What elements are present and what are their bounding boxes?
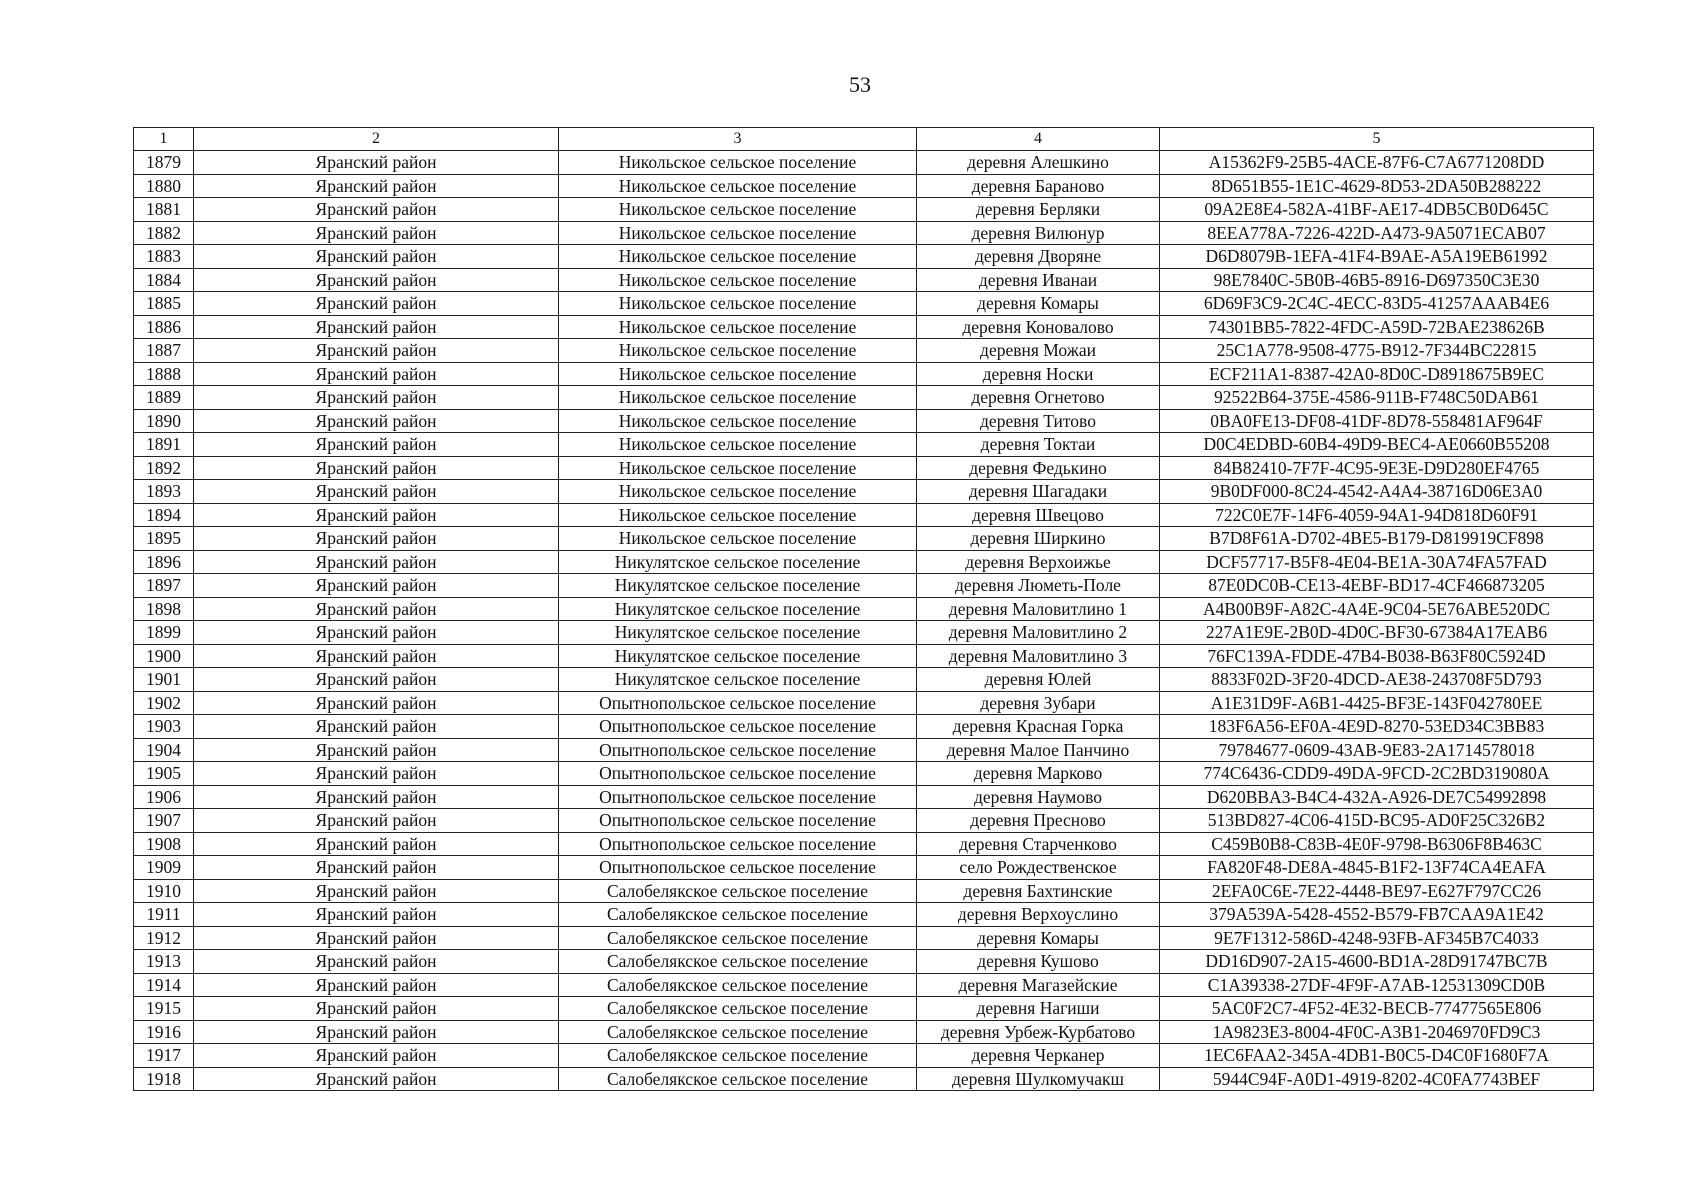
settlement-cell: Опытнопольское сельское поселение [559, 832, 917, 856]
district-cell: Яранский район [194, 762, 559, 786]
table-row [134, 715, 1594, 739]
settlement-cell: Никольское сельское поселение [559, 503, 917, 527]
table-row [134, 550, 1594, 574]
guid-cell: D6D8079B-1EFA-41F4-B9AE-A5A19EB61992 [1160, 245, 1594, 269]
row-number-cell: 1885 [134, 292, 194, 316]
district-cell: Яранский район [194, 315, 559, 339]
row-number-cell: 1900 [134, 644, 194, 668]
locality-cell: деревня Токтаи [917, 433, 1160, 457]
page-number: 53 [849, 72, 871, 97]
settlement-cell: Никулятское сельское поселение [559, 550, 917, 574]
row-number-cell: 1894 [134, 503, 194, 527]
locality-cell: деревня Маловитлино 3 [917, 644, 1160, 668]
header-cell-1: 1 [134, 128, 194, 151]
district-cell: Яранский район [194, 1020, 559, 1044]
table-row [134, 926, 1594, 950]
settlement-cell: Никольское сельское поселение [559, 386, 917, 410]
locality-cell: деревня Пресново [917, 809, 1160, 833]
district-cell: Яранский район [194, 456, 559, 480]
guid-cell: 722C0E7F-14F6-4059-94A1-94D818D60F91 [1160, 503, 1594, 527]
table-row [134, 292, 1594, 316]
table-row [134, 245, 1594, 269]
table-header [134, 128, 1594, 151]
locality-cell: деревня Берляки [917, 198, 1160, 222]
header-cell-5: 5 [1160, 128, 1594, 151]
guid-cell: FA820F48-DE8A-4845-B1F2-13F74CA4EAFA [1160, 856, 1594, 880]
locality-cell: деревня Федькино [917, 456, 1160, 480]
row-number-cell: 1916 [134, 1020, 194, 1044]
row-number-cell: 1905 [134, 762, 194, 786]
settlement-cell: Салобелякское сельское поселение [559, 950, 917, 974]
table-row [134, 433, 1594, 457]
settlement-cell: Опытнопольское сельское поселение [559, 715, 917, 739]
settlement-cell: Никольское сельское поселение [559, 362, 917, 386]
row-number-cell: 1913 [134, 950, 194, 974]
locality-cell: деревня Малое Панчино [917, 738, 1160, 762]
table-row [134, 691, 1594, 715]
table-row [134, 174, 1594, 198]
settlement-cell: Никулятское сельское поселение [559, 668, 917, 692]
locality-cell: деревня Шагадаки [917, 480, 1160, 504]
table-row [134, 950, 1594, 974]
guid-cell: 98E7840C-5B0B-46B5-8916-D697350C3E30 [1160, 268, 1594, 292]
district-cell: Яранский район [194, 268, 559, 292]
table-row [134, 1020, 1594, 1044]
table-row [134, 621, 1594, 645]
district-cell: Яранский район [194, 879, 559, 903]
locality-cell: деревня Алешкино [917, 151, 1160, 175]
settlement-cell: Никулятское сельское поселение [559, 621, 917, 645]
table-row [134, 1044, 1594, 1068]
settlement-cell: Никольское сельское поселение [559, 480, 917, 504]
locality-cell: деревня Марково [917, 762, 1160, 786]
district-cell: Яранский район [194, 174, 559, 198]
row-number-cell: 1897 [134, 574, 194, 598]
guid-cell: 9E7F1312-586D-4248-93FB-AF345B7C4033 [1160, 926, 1594, 950]
district-cell: Яранский район [194, 950, 559, 974]
table-row [134, 832, 1594, 856]
district-cell: Яранский район [194, 221, 559, 245]
table-row [134, 362, 1594, 386]
settlement-cell: Опытнопольское сельское поселение [559, 762, 917, 786]
table-row [134, 668, 1594, 692]
table-row [134, 480, 1594, 504]
district-cell: Яранский район [194, 973, 559, 997]
guid-cell: 8EEA778A-7226-422D-A473-9A5071ECAB07 [1160, 221, 1594, 245]
locality-cell: деревня Люметь-Поле [917, 574, 1160, 598]
table-row [134, 386, 1594, 410]
table-row [134, 268, 1594, 292]
locality-cell: деревня Дворяне [917, 245, 1160, 269]
settlement-cell: Опытнопольское сельское поселение [559, 809, 917, 833]
row-number-cell: 1879 [134, 151, 194, 175]
row-number-cell: 1888 [134, 362, 194, 386]
table-row [134, 879, 1594, 903]
district-cell: Яранский район [194, 409, 559, 433]
row-number-cell: 1880 [134, 174, 194, 198]
locality-cell: деревня Швецово [917, 503, 1160, 527]
table-row [134, 856, 1594, 880]
settlement-cell: Никольское сельское поселение [559, 433, 917, 457]
locality-cell: деревня Вилюнур [917, 221, 1160, 245]
locality-cell: деревня Наумово [917, 785, 1160, 809]
settlement-cell: Салобелякское сельское поселение [559, 1044, 917, 1068]
settlement-cell: Никулятское сельское поселение [559, 597, 917, 621]
guid-cell: DD16D907-2A15-4600-BD1A-28D91747BC7B [1160, 950, 1594, 974]
guid-cell: B7D8F61A-D702-4BE5-B179-D819919CF898 [1160, 527, 1594, 551]
settlement-cell: Опытнопольское сельское поселение [559, 691, 917, 715]
guid-cell: 92522B64-375E-4586-911B-F748C50DAB61 [1160, 386, 1594, 410]
guid-cell: 2EFA0C6E-7E22-4448-BE97-E627F797CC26 [1160, 879, 1594, 903]
row-number-cell: 1883 [134, 245, 194, 269]
locality-cell: деревня Зубари [917, 691, 1160, 715]
table-row [134, 456, 1594, 480]
settlement-cell: Салобелякское сельское поселение [559, 903, 917, 927]
settlement-cell: Салобелякское сельское поселение [559, 1020, 917, 1044]
table-row [134, 1067, 1594, 1091]
table-row [134, 738, 1594, 762]
table-row [134, 527, 1594, 551]
district-cell: Яранский район [194, 503, 559, 527]
row-number-cell: 1893 [134, 480, 194, 504]
district-cell: Яранский район [194, 550, 559, 574]
guid-cell: 1A9823E3-8004-4F0C-A3B1-2046970FD9C3 [1160, 1020, 1594, 1044]
table-row [134, 644, 1594, 668]
settlement-cell: Никольское сельское поселение [559, 315, 917, 339]
locality-cell: деревня Бахтинские [917, 879, 1160, 903]
row-number-cell: 1902 [134, 691, 194, 715]
guid-cell: C459B0B8-C83B-4E0F-9798-B6306F8B463C [1160, 832, 1594, 856]
register-table [133, 127, 1594, 1091]
district-cell: Яранский район [194, 832, 559, 856]
row-number-cell: 1886 [134, 315, 194, 339]
guid-cell: 1EC6FAA2-345A-4DB1-B0C5-D4C0F1680F7A [1160, 1044, 1594, 1068]
row-number-cell: 1896 [134, 550, 194, 574]
settlement-cell: Никулятское сельское поселение [559, 644, 917, 668]
locality-cell: деревня Старченково [917, 832, 1160, 856]
guid-cell: A4B00B9F-A82C-4A4E-9C04-5E76ABE520DC [1160, 597, 1594, 621]
district-cell: Яранский район [194, 738, 559, 762]
district-cell: Яранский район [194, 597, 559, 621]
row-number-cell: 1909 [134, 856, 194, 880]
table-row [134, 762, 1594, 786]
guid-cell: 76FC139A-FDDE-47B4-B038-B63F80C5924D [1160, 644, 1594, 668]
row-number-cell: 1917 [134, 1044, 194, 1068]
district-cell: Яранский район [194, 691, 559, 715]
locality-cell: деревня Кушово [917, 950, 1160, 974]
table-row [134, 315, 1594, 339]
guid-cell: 5AC0F2C7-4F52-4E32-BECB-77477565E806 [1160, 997, 1594, 1021]
guid-cell: A15362F9-25B5-4ACE-87F6-C7A6771208DD [1160, 151, 1594, 175]
row-number-cell: 1899 [134, 621, 194, 645]
header-cell-2: 2 [194, 128, 559, 151]
table-row [134, 597, 1594, 621]
locality-cell: деревня Красная Горка [917, 715, 1160, 739]
settlement-cell: Салобелякское сельское поселение [559, 997, 917, 1021]
district-cell: Яранский район [194, 668, 559, 692]
table-row [134, 785, 1594, 809]
locality-cell: деревня Маловитлино 2 [917, 621, 1160, 645]
district-cell: Яранский район [194, 433, 559, 457]
guid-cell: 8D651B55-1E1C-4629-8D53-2DA50B288222 [1160, 174, 1594, 198]
settlement-cell: Никольское сельское поселение [559, 245, 917, 269]
guid-cell: C1A39338-27DF-4F9F-A7AB-12531309CD0B [1160, 973, 1594, 997]
guid-cell: D0C4EDBD-60B4-49D9-BEC4-AE0660B55208 [1160, 433, 1594, 457]
settlement-cell: Никольское сельское поселение [559, 456, 917, 480]
settlement-cell: Салобелякское сельское поселение [559, 1067, 917, 1091]
row-number-cell: 1892 [134, 456, 194, 480]
guid-cell: 183F6A56-EF0A-4E9D-8270-53ED34C3BB83 [1160, 715, 1594, 739]
settlement-cell: Опытнопольское сельское поселение [559, 785, 917, 809]
guid-cell: 9B0DF000-8C24-4542-A4A4-38716D06E3A0 [1160, 480, 1594, 504]
header-row [134, 128, 1594, 151]
locality-cell: деревня Коновалово [917, 315, 1160, 339]
locality-cell: деревня Огнетово [917, 386, 1160, 410]
locality-cell: деревня Ширкино [917, 527, 1160, 551]
guid-cell: 25C1A778-9508-4775-B912-7F344BC22815 [1160, 339, 1594, 363]
row-number-cell: 1904 [134, 738, 194, 762]
row-number-cell: 1906 [134, 785, 194, 809]
locality-cell: деревня Можаи [917, 339, 1160, 363]
locality-cell: деревня Иванаи [917, 268, 1160, 292]
table-row [134, 574, 1594, 598]
row-number-cell: 1895 [134, 527, 194, 551]
guid-cell: 84B82410-7F7F-4C95-9E3E-D9D280EF4765 [1160, 456, 1594, 480]
table-row [134, 503, 1594, 527]
locality-cell: деревня Нагиши [917, 997, 1160, 1021]
guid-cell: A1E31D9F-A6B1-4425-BF3E-143F042780EE [1160, 691, 1594, 715]
locality-cell: деревня Титово [917, 409, 1160, 433]
row-number-cell: 1889 [134, 386, 194, 410]
row-number-cell: 1912 [134, 926, 194, 950]
table-row [134, 973, 1594, 997]
settlement-cell: Никольское сельское поселение [559, 221, 917, 245]
guid-cell: 87E0DC0B-CE13-4EBF-BD17-4CF466873205 [1160, 574, 1594, 598]
district-cell: Яранский район [194, 480, 559, 504]
locality-cell: деревня Верхоуслино [917, 903, 1160, 927]
district-cell: Яранский район [194, 926, 559, 950]
row-number-cell: 1914 [134, 973, 194, 997]
settlement-cell: Никольское сельское поселение [559, 339, 917, 363]
row-number-cell: 1881 [134, 198, 194, 222]
locality-cell: деревня Урбеж-Курбатово [917, 1020, 1160, 1044]
row-number-cell: 1911 [134, 903, 194, 927]
row-number-cell: 1910 [134, 879, 194, 903]
table-row [134, 221, 1594, 245]
table-row [134, 809, 1594, 833]
locality-cell: деревня Бараново [917, 174, 1160, 198]
row-number-cell: 1898 [134, 597, 194, 621]
settlement-cell: Никольское сельское поселение [559, 409, 917, 433]
row-number-cell: 1907 [134, 809, 194, 833]
district-cell: Яранский район [194, 856, 559, 880]
district-cell: Яранский район [194, 621, 559, 645]
district-cell: Яранский район [194, 245, 559, 269]
settlement-cell: Никольское сельское поселение [559, 292, 917, 316]
row-number-cell: 1887 [134, 339, 194, 363]
locality-cell: деревня Комары [917, 292, 1160, 316]
guid-cell: 513BD827-4C06-415D-BC95-AD0F25C326B2 [1160, 809, 1594, 833]
guid-cell: 774C6436-CDD9-49DA-9FCD-2C2BD319080A [1160, 762, 1594, 786]
guid-cell: 379A539A-5428-4552-B579-FB7CAA9A1E42 [1160, 903, 1594, 927]
district-cell: Яранский район [194, 715, 559, 739]
guid-cell: D620BBA3-B4C4-432A-A926-DE7C54992898 [1160, 785, 1594, 809]
table-row [134, 198, 1594, 222]
row-number-cell: 1901 [134, 668, 194, 692]
locality-cell: деревня Черканер [917, 1044, 1160, 1068]
table-row [134, 903, 1594, 927]
settlement-cell: Никольское сельское поселение [559, 151, 917, 175]
row-number-cell: 1918 [134, 1067, 194, 1091]
guid-cell: 74301BB5-7822-4FDC-A59D-72BAE238626B [1160, 315, 1594, 339]
locality-cell: деревня Верхоижье [917, 550, 1160, 574]
district-cell: Яранский район [194, 1044, 559, 1068]
guid-cell: 5944C94F-A0D1-4919-8202-4C0FA7743BEF [1160, 1067, 1594, 1091]
table-row [134, 339, 1594, 363]
row-number-cell: 1891 [134, 433, 194, 457]
district-cell: Яранский район [194, 574, 559, 598]
header-cell-3: 3 [559, 128, 917, 151]
district-cell: Яранский район [194, 997, 559, 1021]
district-cell: Яранский район [194, 785, 559, 809]
locality-cell: деревня Комары [917, 926, 1160, 950]
district-cell: Яранский район [194, 1067, 559, 1091]
settlement-cell: Салобелякское сельское поселение [559, 926, 917, 950]
locality-cell: деревня Маловитлино 1 [917, 597, 1160, 621]
settlement-cell: Никольское сельское поселение [559, 268, 917, 292]
settlement-cell: Салобелякское сельское поселение [559, 973, 917, 997]
locality-cell: село Рождественское [917, 856, 1160, 880]
row-number-cell: 1882 [134, 221, 194, 245]
district-cell: Яранский район [194, 809, 559, 833]
row-number-cell: 1908 [134, 832, 194, 856]
locality-cell: деревня Магазейские [917, 973, 1160, 997]
district-cell: Яранский район [194, 362, 559, 386]
table-row [134, 151, 1594, 175]
guid-cell: ECF211A1-8387-42A0-8D0C-D8918675B9EC [1160, 362, 1594, 386]
settlement-cell: Опытнопольское сельское поселение [559, 738, 917, 762]
settlement-cell: Никольское сельское поселение [559, 174, 917, 198]
district-cell: Яранский район [194, 527, 559, 551]
table-body [134, 151, 1594, 1091]
settlement-cell: Никольское сельское поселение [559, 527, 917, 551]
district-cell: Яранский район [194, 644, 559, 668]
settlement-cell: Никольское сельское поселение [559, 198, 917, 222]
row-number-cell: 1890 [134, 409, 194, 433]
locality-cell: деревня Шулкомучакш [917, 1067, 1160, 1091]
guid-cell: 6D69F3C9-2C4C-4ECC-83D5-41257AAAB4E6 [1160, 292, 1594, 316]
settlement-cell: Салобелякское сельское поселение [559, 879, 917, 903]
district-cell: Яранский район [194, 339, 559, 363]
table-row [134, 997, 1594, 1021]
locality-cell: деревня Юлей [917, 668, 1160, 692]
guid-cell: 8833F02D-3F20-4DCD-AE38-243708F5D793 [1160, 668, 1594, 692]
district-cell: Яранский район [194, 292, 559, 316]
guid-cell: 0BA0FE13-DF08-41DF-8D78-558481AF964F [1160, 409, 1594, 433]
header-cell-4: 4 [917, 128, 1160, 151]
table-row [134, 409, 1594, 433]
district-cell: Яранский район [194, 198, 559, 222]
row-number-cell: 1884 [134, 268, 194, 292]
guid-cell: 227A1E9E-2B0D-4D0C-BF30-67384A17EAB6 [1160, 621, 1594, 645]
locality-cell: деревня Носки [917, 362, 1160, 386]
settlement-cell: Опытнопольское сельское поселение [559, 856, 917, 880]
guid-cell: 09A2E8E4-582A-41BF-AE17-4DB5CB0D645C [1160, 198, 1594, 222]
district-cell: Яранский район [194, 386, 559, 410]
guid-cell: DCF57717-B5F8-4E04-BE1A-30A74FA57FAD [1160, 550, 1594, 574]
settlement-cell: Никулятское сельское поселение [559, 574, 917, 598]
row-number-cell: 1903 [134, 715, 194, 739]
district-cell: Яранский район [194, 903, 559, 927]
district-cell: Яранский район [194, 151, 559, 175]
row-number-cell: 1915 [134, 997, 194, 1021]
guid-cell: 79784677-0609-43AB-9E83-2A1714578018 [1160, 738, 1594, 762]
